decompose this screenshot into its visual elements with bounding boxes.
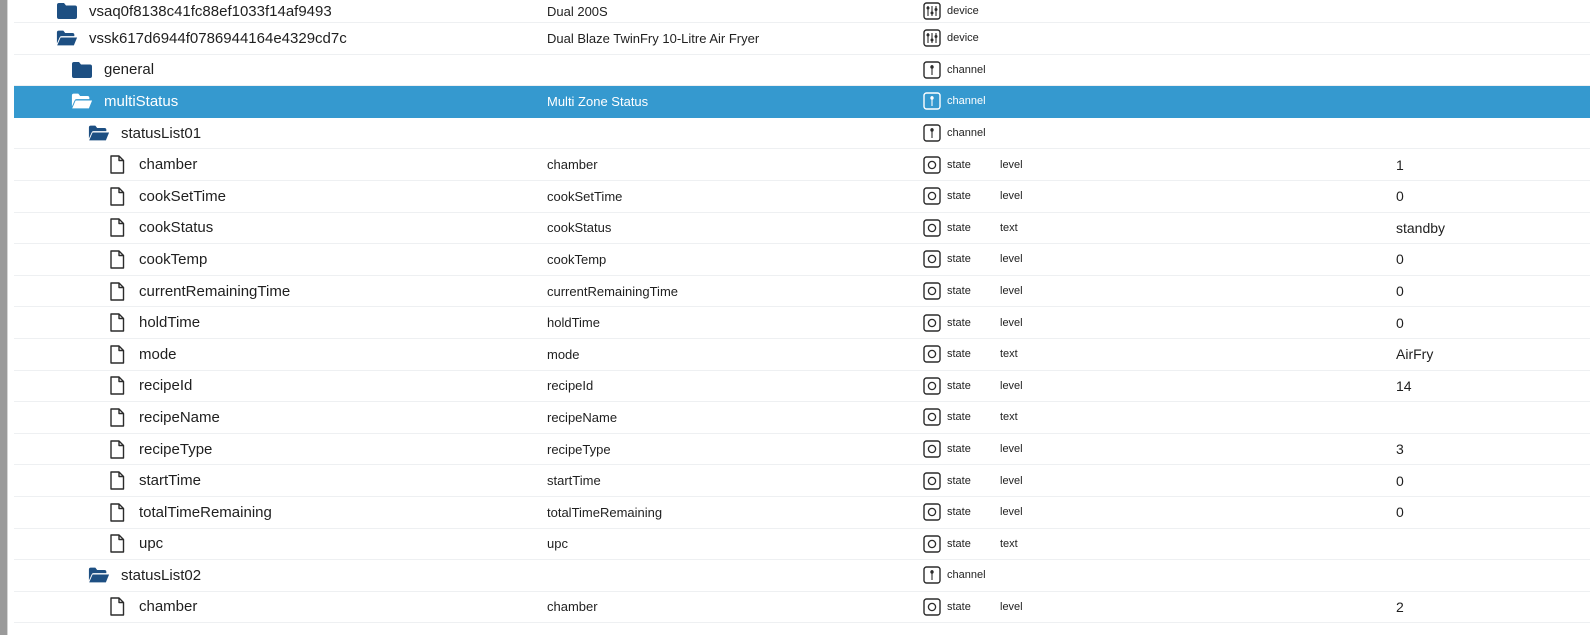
object-name: recipeType (547, 441, 611, 457)
object-id-cell[interactable] (71, 86, 178, 117)
tree-row[interactable] (14, 149, 1590, 181)
file-icon (106, 407, 128, 427)
object-id: recipeName (139, 408, 220, 426)
object-value[interactable]: 0 (1396, 504, 1404, 521)
object-id-cell[interactable] (88, 118, 201, 149)
object-type: state (947, 506, 971, 519)
object-role: level (1000, 506, 1023, 519)
file-icon (106, 155, 128, 175)
object-tree[interactable] (14, 0, 1590, 623)
object-name: totalTimeRemaining (547, 504, 663, 520)
object-id-cell[interactable] (106, 434, 212, 465)
object-type-cell (923, 592, 971, 623)
object-id: vssk617d6944f0786944164e4329cd7c (89, 29, 347, 47)
object-id-cell[interactable] (106, 213, 213, 244)
object-role: level (1000, 600, 1023, 613)
object-value[interactable]: 14 (1396, 377, 1412, 394)
object-id-cell[interactable] (106, 529, 163, 560)
object-value[interactable]: 0 (1396, 251, 1404, 268)
object-type: state (947, 316, 971, 329)
object-id-cell[interactable] (106, 307, 200, 338)
object-type-cell (923, 149, 971, 180)
object-value[interactable]: 0 (1396, 188, 1404, 205)
object-role: level (1000, 285, 1023, 298)
object-type-cell (923, 0, 979, 22)
state-icon (923, 219, 941, 237)
object-id-cell[interactable] (106, 465, 201, 496)
object-type: state (947, 253, 971, 266)
tree-row[interactable] (14, 434, 1590, 466)
left-panel-edge (0, 0, 8, 635)
object-id: statusList01 (121, 124, 202, 142)
object-id-cell[interactable] (56, 23, 347, 54)
object-type: state (947, 537, 971, 550)
state-icon (923, 314, 941, 332)
tree-row[interactable] (14, 55, 1590, 87)
file-icon (106, 439, 128, 459)
object-type-cell (923, 181, 971, 212)
object-id-cell[interactable] (106, 244, 207, 275)
object-name: cookStatus (547, 220, 612, 236)
object-type: device (947, 32, 979, 45)
object-type-cell (923, 244, 971, 275)
folder-open-icon[interactable] (71, 91, 93, 111)
object-name: cookSetTime (547, 188, 623, 204)
object-value[interactable]: 3 (1396, 441, 1404, 458)
object-type: channel (947, 127, 986, 140)
file-icon (106, 313, 128, 333)
tree-row[interactable] (14, 402, 1590, 434)
object-name: holdTime (547, 315, 600, 331)
object-id-cell[interactable] (88, 560, 201, 591)
tree-row[interactable] (14, 339, 1590, 371)
file-icon (106, 344, 128, 364)
object-type-cell (923, 55, 986, 86)
object-id: cookStatus (139, 219, 214, 237)
object-role: level (1000, 316, 1023, 329)
tree-row[interactable] (14, 181, 1590, 213)
object-name: chamber (547, 157, 598, 173)
state-icon (923, 408, 941, 426)
tree-row[interactable] (14, 118, 1590, 150)
object-role: text (1000, 411, 1018, 424)
state-icon (923, 187, 941, 205)
object-role: level (1000, 443, 1023, 456)
object-value[interactable]: 1 (1396, 156, 1404, 173)
state-icon (923, 282, 941, 300)
object-name: Dual Blaze TwinFry 10-Litre Air Fryer (547, 30, 760, 46)
object-id: holdTime (139, 314, 201, 332)
object-type: state (947, 411, 971, 424)
object-id-cell[interactable] (106, 497, 272, 528)
object-name: cookTemp (547, 251, 607, 267)
tree-row[interactable] (14, 497, 1590, 529)
tree-row[interactable] (14, 560, 1590, 592)
file-icon (106, 281, 128, 301)
device-icon (923, 29, 941, 47)
object-type: state (947, 600, 971, 613)
tree-row[interactable] (14, 592, 1590, 624)
object-id: chamber (139, 156, 198, 174)
state-icon (923, 345, 941, 363)
object-id-cell[interactable] (56, 0, 332, 22)
file-icon (106, 471, 128, 491)
object-role: text (1000, 537, 1018, 550)
object-value[interactable]: 0 (1396, 283, 1404, 300)
object-type: state (947, 158, 971, 171)
object-id: chamber (139, 598, 198, 616)
object-id: cookTemp (139, 250, 208, 268)
object-name: currentRemainingTime (547, 283, 679, 299)
object-role: level (1000, 190, 1023, 203)
tree-row[interactable] (14, 276, 1590, 308)
object-type: channel (947, 63, 986, 76)
object-id-cell[interactable] (106, 371, 192, 402)
object-type: state (947, 443, 971, 456)
state-icon (923, 377, 941, 395)
channel-icon (923, 124, 941, 142)
object-id: currentRemainingTime (139, 282, 291, 300)
tree-row[interactable] (14, 244, 1590, 276)
folder-closed-icon[interactable] (71, 60, 93, 80)
object-id: cookSetTime (139, 187, 226, 205)
object-id-cell[interactable] (106, 149, 197, 180)
object-type-cell (923, 276, 971, 307)
object-role: level (1000, 474, 1023, 487)
file-icon (106, 218, 128, 238)
object-value[interactable]: 0 (1396, 314, 1404, 331)
object-type: state (947, 474, 971, 487)
object-name: recipeName (547, 409, 618, 425)
object-type-cell (923, 118, 986, 149)
object-role: level (1000, 158, 1023, 171)
folder-open-icon[interactable] (88, 123, 110, 143)
object-role: text (1000, 221, 1018, 234)
object-name: Dual 200S (547, 3, 608, 19)
object-id: vsaq0f8138c41fc88ef1033f14af9493 (89, 2, 332, 20)
object-type-cell (923, 560, 986, 591)
object-type: channel (947, 569, 986, 582)
object-value[interactable]: 0 (1396, 472, 1404, 489)
state-icon (923, 472, 941, 490)
device-icon (923, 2, 941, 20)
object-id: upc (139, 535, 164, 553)
object-id: recipeId (139, 377, 193, 395)
object-value[interactable]: AirFry (1396, 346, 1434, 363)
object-id: totalTimeRemaining (139, 503, 272, 521)
object-role: level (1000, 253, 1023, 266)
folder-open-icon[interactable] (56, 28, 78, 48)
object-type: channel (947, 95, 986, 108)
state-icon (923, 440, 941, 458)
object-type: state (947, 190, 971, 203)
file-icon (106, 534, 128, 554)
file-icon (106, 597, 128, 617)
object-type-cell (923, 213, 971, 244)
tree-row[interactable] (14, 23, 1590, 55)
object-value[interactable]: 2 (1396, 598, 1404, 615)
object-name: startTime (547, 473, 601, 489)
state-icon (923, 250, 941, 268)
object-type: device (947, 5, 979, 17)
channel-icon (923, 566, 941, 584)
file-icon (106, 376, 128, 396)
object-type: state (947, 221, 971, 234)
state-icon (923, 156, 941, 174)
object-name: recipeId (547, 378, 594, 394)
object-type-cell (923, 465, 971, 496)
object-id: recipeType (139, 440, 213, 458)
tree-row[interactable] (14, 465, 1590, 497)
tree-row[interactable] (14, 0, 1590, 23)
object-id-cell[interactable] (106, 402, 220, 433)
object-id: multiStatus (104, 92, 179, 110)
tree-row[interactable] (14, 307, 1590, 339)
object-type-cell (923, 371, 971, 402)
object-type-cell (923, 434, 971, 465)
state-icon (923, 598, 941, 616)
object-name: chamber (547, 599, 598, 615)
file-icon (106, 502, 128, 522)
object-type-cell (923, 23, 979, 54)
folder-closed-icon[interactable] (56, 1, 78, 21)
object-name: mode (547, 346, 580, 362)
object-role: text (1000, 348, 1018, 361)
object-id-cell[interactable] (106, 339, 177, 370)
object-type-cell (923, 307, 971, 338)
tree-row[interactable] (14, 529, 1590, 561)
object-type-cell (923, 339, 971, 370)
state-icon (923, 503, 941, 521)
file-icon (106, 186, 128, 206)
object-type-cell (923, 86, 986, 117)
folder-open-icon[interactable] (88, 565, 110, 585)
object-type-cell (923, 529, 971, 560)
channel-icon (923, 92, 941, 110)
object-id-cell[interactable] (106, 181, 226, 212)
object-value[interactable]: standby (1396, 219, 1446, 236)
object-id: startTime (139, 472, 201, 490)
object-id: statusList02 (121, 566, 202, 584)
object-id: general (104, 61, 155, 79)
tree-row[interactable] (14, 213, 1590, 245)
tree-row[interactable] (14, 86, 1590, 118)
object-type-cell (923, 497, 971, 528)
object-type-cell (923, 402, 971, 433)
state-icon (923, 535, 941, 553)
channel-icon (923, 61, 941, 79)
object-id-cell[interactable] (106, 276, 290, 307)
file-icon (106, 249, 128, 269)
tree-row[interactable] (14, 371, 1590, 403)
object-id-cell[interactable] (71, 55, 154, 86)
object-id: mode (139, 345, 177, 363)
object-name: Multi Zone Status (547, 93, 649, 109)
object-role: level (1000, 379, 1023, 392)
object-name: upc (547, 536, 568, 552)
object-type: state (947, 285, 971, 298)
object-type: state (947, 348, 971, 361)
object-id-cell[interactable] (106, 592, 197, 623)
object-type: state (947, 379, 971, 392)
